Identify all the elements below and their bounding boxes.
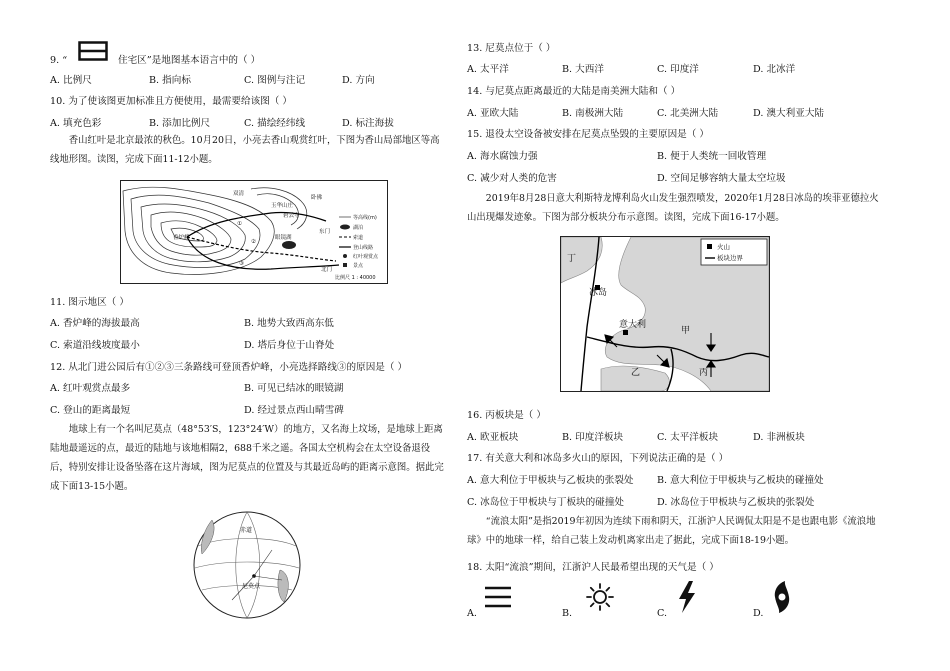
map1-legend-scenic: 景点 bbox=[353, 263, 364, 269]
q15-stem: 15. 退役太空设备被安排在尼莫点坠毁的主要原因是（ ） bbox=[467, 129, 710, 140]
q12-option-c[interactable]: C. 登山的距离最短 bbox=[50, 405, 131, 416]
map1-label-wofo: 卧佛 bbox=[311, 195, 323, 201]
q17-stem: 17. 有关意大利和冰岛多火山的原因，下列说法正确的是（ ） bbox=[467, 453, 729, 464]
xiangshan-contour-map bbox=[120, 180, 388, 284]
q10-option-b[interactable]: B. 添加比例尺 bbox=[149, 118, 211, 129]
q15-option-d[interactable]: D. 空间足够容纳大量太空垃圾 bbox=[657, 173, 786, 184]
q9-option-c[interactable]: C. 图例与注记 bbox=[244, 75, 306, 86]
q13-option-b[interactable]: B. 大西洋 bbox=[562, 64, 604, 75]
q13-option-c[interactable]: C. 印度洋 bbox=[657, 64, 699, 75]
q16-option-b[interactable]: B. 印度洋板块 bbox=[562, 432, 624, 443]
intro-volcano: 2019年8月28日意大利斯特龙博利岛火山发生强烈喷发，2020年1月28日冰岛的埃菲亚德拉火山出现爆发迹象。下图为部分板块分布示意图。读图，完成下面16-17小题。 bbox=[467, 193, 879, 223]
map2-label-bing: 丙 bbox=[699, 368, 709, 378]
q13-stem: 13. 尼莫点位于（ ） bbox=[467, 43, 556, 54]
q16-option-d[interactable]: D. 非洲板块 bbox=[753, 432, 805, 443]
sunny-weather-icon bbox=[585, 582, 615, 612]
q14-option-d[interactable]: D. 澳大利亚大陆 bbox=[753, 108, 825, 119]
q9-option-a[interactable]: A. 比例尺 bbox=[50, 75, 92, 86]
map2-legend-boundary: 板块边界 bbox=[717, 254, 743, 262]
q11-option-d[interactable]: D. 塔后身位于山脊处 bbox=[244, 340, 335, 351]
q15-option-a[interactable]: A. 海水腐蚀力强 bbox=[467, 151, 538, 162]
map1-label-shuangqing: 双清 bbox=[233, 191, 245, 197]
q14-option-b[interactable]: B. 南极洲大陆 bbox=[562, 108, 624, 119]
q17-option-c[interactable]: C. 冰岛位于甲板块与丁板块的碰撞处 bbox=[467, 497, 625, 508]
map1-label-route-2: ② bbox=[251, 239, 256, 245]
q14-option-c[interactable]: C. 北美洲大陆 bbox=[657, 108, 719, 119]
q11-option-a[interactable]: A. 香炉峰的海拔最高 bbox=[50, 318, 140, 329]
q10-option-a[interactable]: A. 填充色彩 bbox=[50, 118, 102, 129]
map1-label-xianglufeng: 香炉峰 bbox=[173, 235, 190, 241]
lightning-weather-icon bbox=[676, 580, 698, 614]
q13-option-d[interactable]: D. 北冰洋 bbox=[753, 64, 796, 75]
q12-stem: 12. 从北门进公园后有①②③三条路线可登顶香炉峰，小亮选择路线③的原因是（ ） bbox=[50, 362, 408, 373]
q9-option-d[interactable]: D. 方向 bbox=[342, 75, 375, 86]
q18-option-b[interactable]: B. bbox=[562, 608, 573, 619]
q18-option-d[interactable]: D. bbox=[753, 608, 764, 619]
q14-stem: 14. 与尼莫点距离最近的大陆是南美洲大陆和（ ） bbox=[467, 86, 681, 97]
map1-legend-lake: 湖泊 bbox=[353, 225, 364, 231]
q12-option-a[interactable]: A. 红叶观赏点最多 bbox=[50, 383, 131, 394]
q10-option-d[interactable]: D. 标注海拔 bbox=[342, 118, 394, 129]
map2-label-yi: 乙 bbox=[631, 368, 641, 378]
nemo-point-globe bbox=[192, 510, 302, 620]
map1-scale: 比例尺 1 : 40000 bbox=[335, 275, 376, 281]
intro-xiangshan: 香山红叶是北京最浓的秋色。10月20日，小亮去香山观赏红叶，下图为香山局部地区等高线地形图。读图，完成下面11-12小题。 bbox=[50, 135, 440, 165]
q11-option-b[interactable]: B. 地势大致西高东低 bbox=[244, 318, 334, 329]
q17-option-b[interactable]: B. 意大利位于甲板块与乙板块的碰撞处 bbox=[657, 475, 824, 486]
map1-label-route-3: ③ bbox=[239, 261, 244, 267]
q18-option-c[interactable]: C. bbox=[657, 608, 668, 619]
map1-label-lake: 眼镜湖 bbox=[275, 235, 292, 241]
map2-volcano-italy bbox=[623, 330, 628, 335]
q10-stem: 10. 为了使该图更加标准且方便使用，最需要给该图（ ） bbox=[50, 96, 293, 107]
q16-option-a[interactable]: A. 欧亚板块 bbox=[467, 432, 519, 443]
map2-label-italy: 意大利 bbox=[619, 320, 647, 330]
typhoon-weather-icon bbox=[771, 580, 793, 614]
map1-label-biyun: 碧云寺 bbox=[283, 213, 300, 219]
q16-option-c[interactable]: C. 太平洋板块 bbox=[657, 432, 719, 443]
q18-option-a[interactable]: A. bbox=[467, 608, 477, 619]
q16-stem: 16. 丙板块是（ ） bbox=[467, 410, 546, 421]
residential-area-map-symbol-icon bbox=[78, 41, 108, 61]
q14-option-a[interactable]: A. 亚欧大陆 bbox=[467, 108, 519, 119]
map1-legend-contour: 等高线(m) bbox=[353, 215, 377, 221]
q17-option-d[interactable]: D. 冰岛位于甲板块与乙板块的张裂处 bbox=[657, 497, 815, 508]
map1-legend-cableway: 索道 bbox=[353, 235, 364, 241]
intro-sun: “流浪太阳”是指2019年初因为连续下雨和阴天，江浙沪人民调侃太阳是不是也跟电影《流浪地球》中的地球一样，给自己装上发动机离家出走了据此，完成下面18-19小题。 bbox=[467, 516, 876, 546]
q12-option-d[interactable]: D. 经过景点西山晴雪碑 bbox=[244, 405, 344, 416]
q9-prefix: 9. “ bbox=[50, 55, 68, 66]
map2-label-jia: 甲 bbox=[681, 326, 691, 336]
globe-label-equator: 赤道 bbox=[240, 527, 253, 534]
plate-boundary-map bbox=[560, 236, 770, 392]
map2-legend-volcano: 火山 bbox=[717, 243, 730, 251]
fog-weather-icon bbox=[483, 584, 513, 610]
map2-label-iceland: 冰岛 bbox=[589, 288, 608, 298]
q9-option-b[interactable]: B. 指向标 bbox=[149, 75, 191, 86]
q12-option-b[interactable]: B. 可见已结冰的眼镜湖 bbox=[244, 383, 344, 394]
map1-label-yuhua: 玉华山庄 bbox=[271, 203, 294, 209]
q11-option-c[interactable]: C. 索道沿线坡度最小 bbox=[50, 340, 140, 351]
q11-stem: 11. 图示地区（ ） bbox=[50, 297, 129, 308]
map1-label-route-1: ① bbox=[237, 221, 242, 227]
q9-stem bbox=[50, 55, 67, 67]
globe-label-nemo: 尼莫点 bbox=[242, 583, 261, 590]
q15-option-b[interactable]: B. 便于人类统一回收管理 bbox=[657, 151, 767, 162]
map2-label-ding: 丁 bbox=[567, 254, 577, 264]
q15-option-c[interactable]: C. 减少对人类的危害 bbox=[467, 173, 557, 184]
q10-option-c[interactable]: C. 描绘经纬线 bbox=[244, 118, 306, 129]
map1-label-north-gate: 北门 bbox=[321, 267, 333, 273]
q13-option-a[interactable]: A. 太平洋 bbox=[467, 64, 509, 75]
map1-legend-route: 登山线路 bbox=[353, 245, 374, 251]
q18-stem: 18. 太阳“流浪”期间，江浙沪人民最希望出现的天气是（ ） bbox=[467, 562, 719, 573]
intro-nemo: 地球上有一个名叫尼莫点（48°53′S，123°24′W）的地方，又名海上坟场，是地球上距离陆地最遥远的点，最近的陆地与该地相隔2，688千米之遥。各国太空机构会在太空设备退役后，特别安排让设备坠落在这片海域，图为尼莫点的位置及与其最近岛屿的距离示意图。据此完成下面13-15小题。 bbox=[50, 424, 444, 492]
map1-label-east-gate: 东门 bbox=[319, 229, 331, 235]
q9-suffix: 住宅区”是地图基本语言中的（ ） bbox=[118, 55, 261, 66]
q17-option-a[interactable]: A. 意大利位于甲板块与乙板块的张裂处 bbox=[467, 475, 634, 486]
map1-legend-redleaf: 红叶观赏点 bbox=[353, 254, 379, 260]
